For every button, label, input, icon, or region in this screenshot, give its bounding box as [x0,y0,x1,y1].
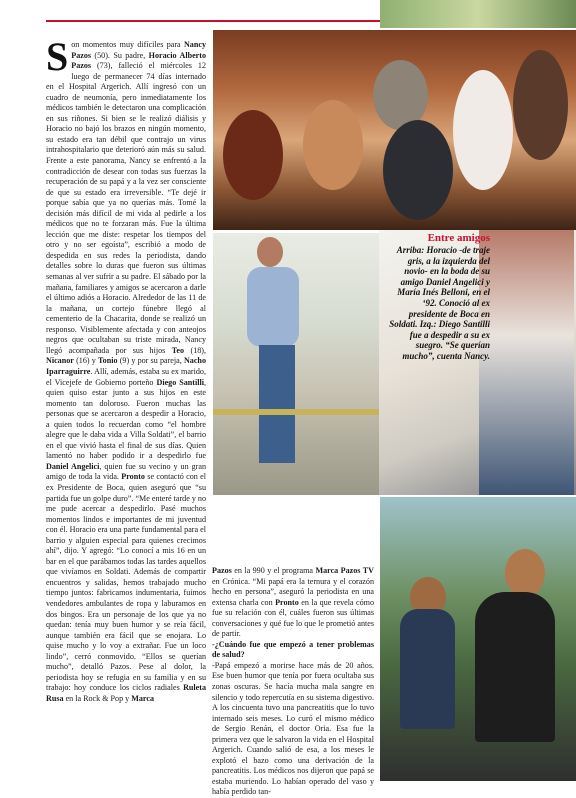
caption-body: Arriba: Horacio -de traje gris, a la izquierda del novio- en la boda de su amigo Daniel Angelici y María Inés Belloni, en el ‘92. Conoció al ex presidente de Boca en Soldati. Izq.: Diego Santilli fue a despedir a su ex suegro. “Se querían mucho”, cuenta Nancy. [389,245,490,361]
bold-name: Daniel Angelici [46,461,100,471]
wedding-photo [213,30,576,230]
article-column-2 [212,566,374,798]
header-rule [46,20,381,22]
bold-name: Diego Santilli [156,377,204,387]
bold-name: Nancy Pazos [71,40,206,60]
interview-question: -¿Cuándo fue que empezó a tener problemas de salud? [212,639,374,660]
bold-name: Nacho Iparraguirre [46,356,206,376]
bold-name: Pazos [212,566,232,575]
nancy-pazos-photo [380,497,576,781]
bold-name: Pronto [275,597,299,607]
photo-caption [386,232,490,362]
top-strip-photo [380,0,576,28]
bold-name: Marca [131,693,154,703]
bold-name: Ruleta Rusa [46,683,206,703]
bold-name: Teo [171,345,185,355]
article-column-1 [46,34,207,704]
interview-answer: -Papá empezó a morirse hace más de 20 años. Ese buen humor que tenía por fuera ocultaba sus zonas oscuras. Se hacía mucha mala sangre en silencio y todo repercutía en su sistema digestivo. A los cincuenta tuvo una pancreatitis que lo tuvo internado seis meses. Lo curó el mismo médico de Sergio Renán, el doctor Oria. Esa fue la primera vez que le salvaron la vida en el Hospital Argerich. Cuando salió de esa, a los meses le explotó el bazo como una derivación de la pancreatitis. Los médicos nos dijeron que papá se estaba muriendo. Lo habían operado del vaso y había perdido tan- [212,660,374,797]
bold-name: Marca Pazos TV [315,566,374,575]
santilli-photo [213,233,379,495]
drop-cap: S [46,34,69,79]
bold-name: Tonio [98,356,118,366]
article-body-part-2: Pazos en la 990 y el programa Marca Pazos TV en Crónica. “Mi papá era la ternura y el corazón hecho en persona”, aseguró la periodista en una extensa charla con Pronto en la que revela cómo fue su relación con él, cuáles fueron sus últimas conversaciones y qué fue lo que le prometió antes de partir. [212,566,374,639]
caption-title: Entre amigos [427,232,490,244]
bold-name: Horacio Alberto Pazos [71,50,206,71]
bold-name: Pronto [121,472,145,482]
article-body-part-1: on momentos muy difíciles para Nancy Pazos (50). Su padre, Horacio Alberto Pazos (73), falleció el miércoles 12 luego de permanecer 74 días internado en el Hospital Argerich. Allí ingresó con un cuadro de neumonía, pero inmediatamente los médicos también le detectaron una complicación en sus riñones. Si bien se le realizó diálisis y Horacio no bajó los brazos en ningún momento, su estado era tan débil que contrajo un virus intrahospitalario que deterioró aún más su salud. Frente a este panorama, Nancy se enfrentó a la contradicción de desear con todas sus fuerzas la recuperación de su papá y a la vez ser consciente de que su estado era irreversible. “Te dejé ir porque sabía que ya no querías más. Tomé la decisión más difícil de mi vida al pedirle a los médicos que no te forzaran más. Fue la última lección que me diste: respetar los tiempos del otro y no ser egoísta”, escribió a modo de despedida en sus redes la periodista, dando detalles sobre lo duras que fueron sus últimas semanas al ver sufrir a su padre. El sábado por la mañana, familiares y amigos se acercaron a darle el último adiós a Horacio. Alrededor de las 11 de la mañana, un cortejo fúnebre llegó al cementerio de la Chacarita, donde se realizó un responso. Visiblemente afectada y con anteojos negros que ocultaban su triste mirada, Nancy llegó acompañada por sus hijos Teo (18), Nicanor (16) y Tonio (9) y por su pareja, Nacho Iparraguirre. Allí, además, estaba su ex marido, el Vicejefe de Gobierno porteño Diego Santilli, quien quiso estar junto a sus hijos en este momento tan doloroso. Fueron muchas las personas que se acercaron a despedir a Horacio, a quien todos lo recuerdan como “el hombre alegre que le daba vida a Villa Soldati”, el barrio en el que vivió hasta el final de sus días. Quien lamentó no haber podido ir a despedirlo fue Daniel Angelici, quien fue su vecino y un gran amigo de toda la vida. Pronto se contactó con el ex Presidente de Boca, quien aseguró que “su partida fue un golpe duro”. “Me enteré tarde y no me pude acercar a despedirlo. Pasé muchos momentos lindos e importantes de mi juventud con él. Horacio era una parte fundamental para el barrio y alguien especial para quienes crecimos ahí”, dijo. Y agregó: “Lo conocí a mis 16 en un bar en el que parábamos todas las tardes aquellos que vivíamos en Soldati. Además de compartir encuentros y salidas, hemos trabajado mucho tiempo juntos: fabricamos indumentaria, fuimos vendedores ambulantes de ropa y laburamos en dos bingos. Era un personaje de los que ya no quedan: tenía muy buen humor y se reía fácil, aunque también era fácil que se enojara. Lo quise mucho y lo voy a extrañar. Fue un loco lindo”, cerró conmovido. “Ellos se querían mucho”, detalló Pazos. Pese al dolor, la periodista hoy se refugia en su familia y en su trabajo: hoy conduce los ciclos radiales Ruleta Rusa en la Rock & Pop y Marca [46,40,207,703]
bold-name: Nicanor [46,356,74,366]
